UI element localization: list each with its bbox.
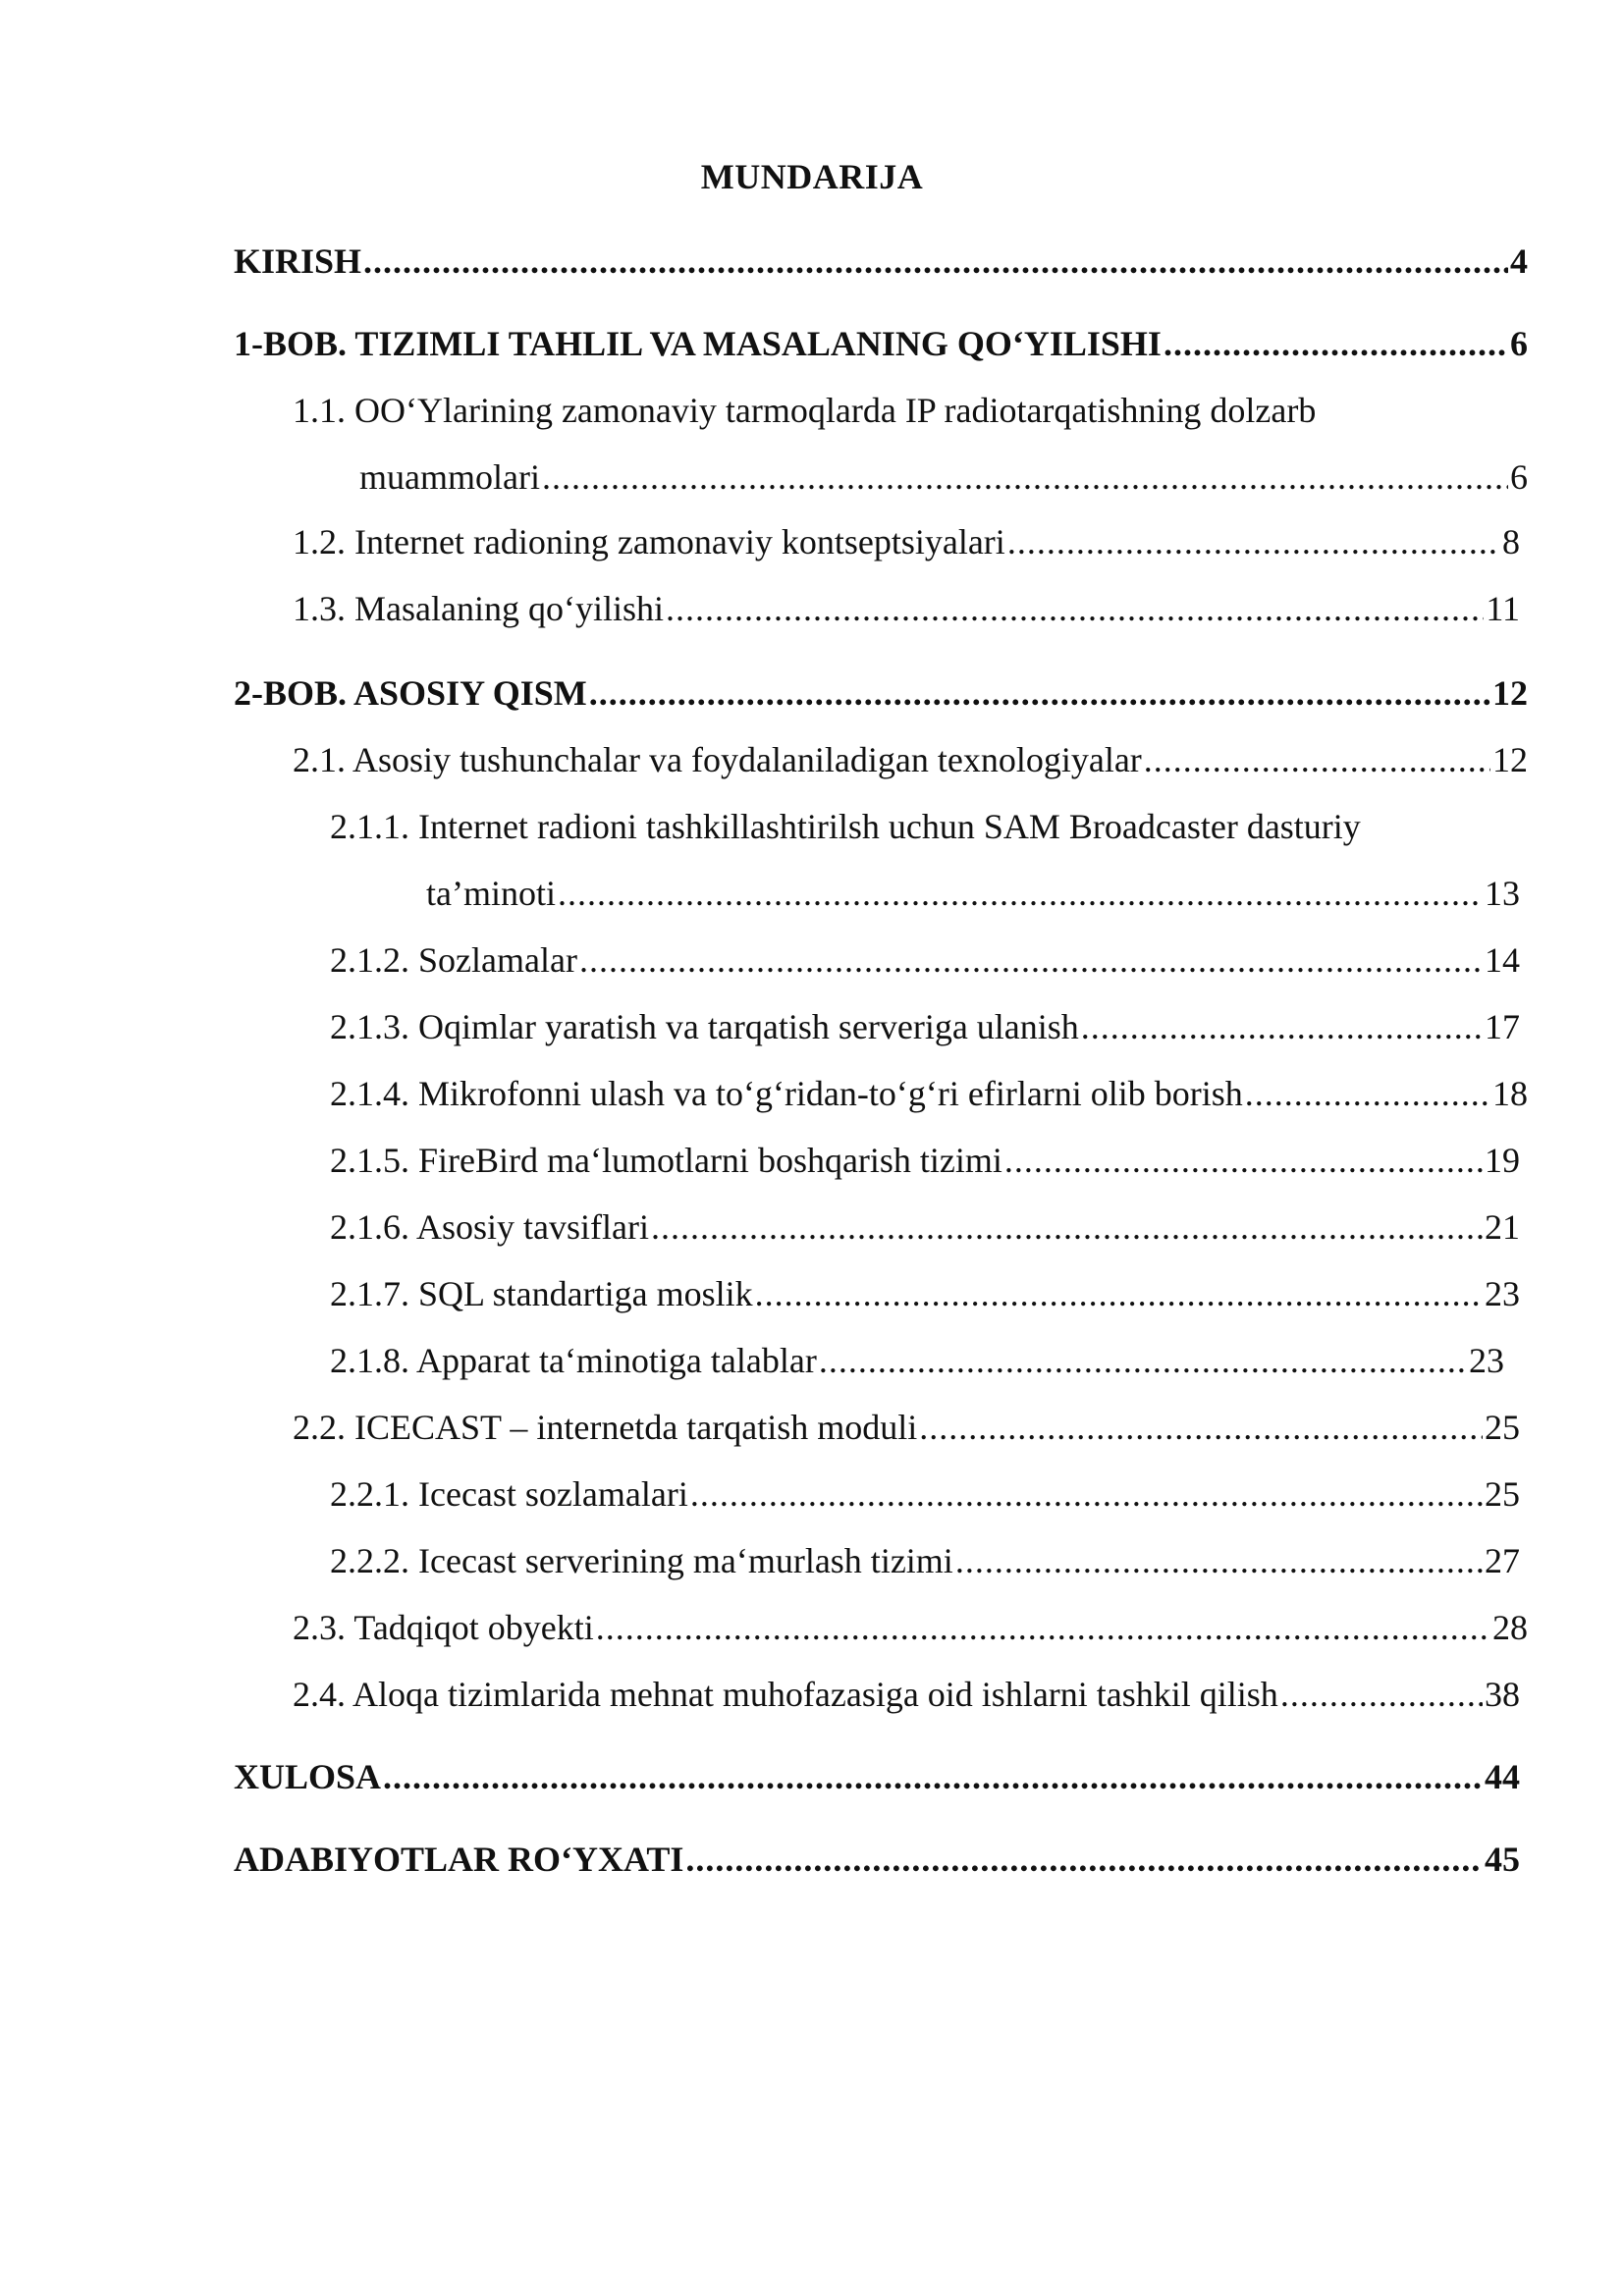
toc-page-number: 6 xyxy=(1510,324,1528,363)
toc-page-number: 14 xyxy=(1485,940,1520,980)
dot-leader xyxy=(1144,738,1490,781)
dot-leader xyxy=(690,1472,1483,1516)
toc-entry-1-2[interactable] xyxy=(293,520,1520,563)
toc-page-number: 25 xyxy=(1485,1474,1520,1514)
dot-leader xyxy=(955,1539,1483,1582)
dot-leader xyxy=(651,1205,1483,1249)
toc-page-number: 25 xyxy=(1485,1408,1520,1447)
toc-entry-label: 2.1.7. SQL standartiga moslik xyxy=(330,1274,753,1313)
toc-page-number: 11 xyxy=(1486,589,1520,628)
dot-leader xyxy=(579,938,1483,982)
dot-leader xyxy=(755,1272,1483,1315)
toc-entry-label: 1.2. Internet radioning zamonaviy kontseptsiyalari xyxy=(293,522,1005,561)
toc-page-number: 45 xyxy=(1485,1840,1520,1879)
dot-leader xyxy=(542,455,1508,499)
toc-page-number: 12 xyxy=(1492,740,1528,779)
toc-entry-label: ADABIYOTLAR RO‘YXATI xyxy=(234,1840,684,1879)
toc-entry-2-1-5[interactable] xyxy=(330,1139,1520,1182)
toc-page-number: 8 xyxy=(1502,522,1520,561)
dot-leader xyxy=(685,1838,1483,1881)
toc-entry-kirish[interactable] xyxy=(234,240,1528,283)
dot-leader xyxy=(1245,1072,1490,1115)
toc-entry-label: 2.2.1. Icecast sozlamalari xyxy=(330,1474,688,1514)
toc-page-number: 23 xyxy=(1485,1274,1520,1313)
toc-entry-2-2-2[interactable] xyxy=(330,1539,1520,1582)
toc-page-number: 21 xyxy=(1485,1207,1520,1247)
dot-leader xyxy=(819,1339,1467,1382)
toc-entry-2-4[interactable] xyxy=(293,1673,1520,1716)
toc-entry-label: 1.3. Masalaning qo‘yilishi xyxy=(293,589,664,628)
toc-entry-label: 2.4. Aloqa tizimlarida mehnat muhofazasiga oid ishlarni tashkil qilish xyxy=(293,1675,1278,1714)
toc-entry-label: XULOSA xyxy=(234,1757,382,1796)
toc-entry-label: KIRISH xyxy=(234,241,362,281)
toc-entry-label: 2.3. Tadqiqot obyekti xyxy=(293,1608,594,1647)
page-title: MUNDARIJA xyxy=(700,157,924,196)
toc-entry-label: 2.1.6. Asosiy tavsiflari xyxy=(330,1207,649,1247)
dot-leader xyxy=(1280,1673,1483,1716)
dot-leader xyxy=(558,872,1483,915)
dot-leader xyxy=(363,240,1508,283)
toc-entry-label: muammolari xyxy=(359,457,540,497)
toc-page-number: 13 xyxy=(1485,874,1520,913)
toc-entry-2-1-1[interactable] xyxy=(426,872,1520,915)
toc-entry-1-1[interactable] xyxy=(359,455,1528,499)
dot-leader xyxy=(383,1755,1483,1798)
toc-entry-1-1-line1[interactable]: 1.1. OO‘Ylarining zamonaviy tarmoqlarda IP radiotarqatishning dolzarb xyxy=(293,391,1317,430)
dot-leader xyxy=(1004,1139,1483,1182)
toc-entry-label: 2.1.2. Sozlamalar xyxy=(330,940,577,980)
dot-leader xyxy=(919,1406,1483,1449)
toc-entry-2-1-4[interactable] xyxy=(330,1072,1528,1115)
toc-page-number: 28 xyxy=(1492,1608,1528,1647)
toc-entry-label: 2.1.5. FireBird ma‘lumotlarni boshqarish tizimi xyxy=(330,1141,1002,1180)
toc-entry-label: 2.2.2. Icecast serverining ma‘murlash tizimi xyxy=(330,1541,953,1580)
toc-entry-2-1-2[interactable] xyxy=(330,938,1520,982)
toc-entry-2-1-8[interactable] xyxy=(330,1339,1504,1382)
dot-leader xyxy=(1007,520,1500,563)
toc-entry-2-2-1[interactable] xyxy=(330,1472,1520,1516)
dot-leader xyxy=(596,1606,1490,1649)
toc-page-number: 38 xyxy=(1485,1675,1520,1714)
toc-entry-label: 2-BOB. ASOSIY QISM xyxy=(234,673,587,713)
toc-entry-2-3[interactable] xyxy=(293,1606,1528,1649)
toc-page-number: 44 xyxy=(1485,1757,1520,1796)
dot-leader xyxy=(1081,1005,1483,1048)
toc-entry-2-1-1-line1[interactable]: 2.1.1. Internet radioni tashkillashtirilsh uchun SAM Broadcaster dasturiy xyxy=(330,807,1361,846)
dot-leader xyxy=(589,671,1490,715)
toc-entry-xulosa[interactable] xyxy=(234,1755,1520,1798)
toc-entry-chapter-1[interactable] xyxy=(234,322,1528,365)
toc-entry-label: 2.2. ICECAST – internetda tarqatish moduli xyxy=(293,1408,918,1447)
toc-entry-label: 1-BOB. TIZIMLI TAHLIL VA MASALANING QO‘YILISHI xyxy=(234,324,1162,363)
toc-page-number: 19 xyxy=(1485,1141,1520,1180)
toc-entry-label: ta’minoti xyxy=(426,874,556,913)
toc-entry-1-3[interactable] xyxy=(293,587,1520,630)
toc-entry-label: 2.1.8. Apparat ta‘minotiga talablar xyxy=(330,1341,817,1380)
toc-page-number: 4 xyxy=(1510,241,1528,281)
toc-entry-label: 2.1.4. Mikrofonni ulash va to‘g‘ridan-to‘g‘ri efirlarni olib borish xyxy=(330,1074,1243,1113)
toc-entry-adabiyotlar[interactable] xyxy=(234,1838,1520,1881)
toc-entry-2-1-6[interactable] xyxy=(330,1205,1520,1249)
toc-entry-2-1[interactable] xyxy=(293,738,1528,781)
toc-page-number: 12 xyxy=(1492,673,1528,713)
toc-page-number: 17 xyxy=(1485,1007,1520,1046)
toc-entry-2-2[interactable] xyxy=(293,1406,1520,1449)
toc-page-number: 23 xyxy=(1469,1341,1504,1380)
toc-entry-label: 2.1. Asosiy tushunchalar va foydalaniladigan texnologiyalar xyxy=(293,740,1142,779)
toc-entry-2-1-3[interactable] xyxy=(330,1005,1520,1048)
toc-page-number: 18 xyxy=(1492,1074,1528,1113)
toc-page-number: 27 xyxy=(1485,1541,1520,1580)
dot-leader xyxy=(1164,322,1508,365)
toc-entry-label: 2.1.3. Oqimlar yaratish va tarqatish serveriga ulanish xyxy=(330,1007,1079,1046)
dot-leader xyxy=(666,587,1484,630)
toc-entry-2-1-7[interactable] xyxy=(330,1272,1520,1315)
toc-page-number: 6 xyxy=(1510,457,1528,497)
toc-entry-chapter-2[interactable] xyxy=(234,671,1528,715)
